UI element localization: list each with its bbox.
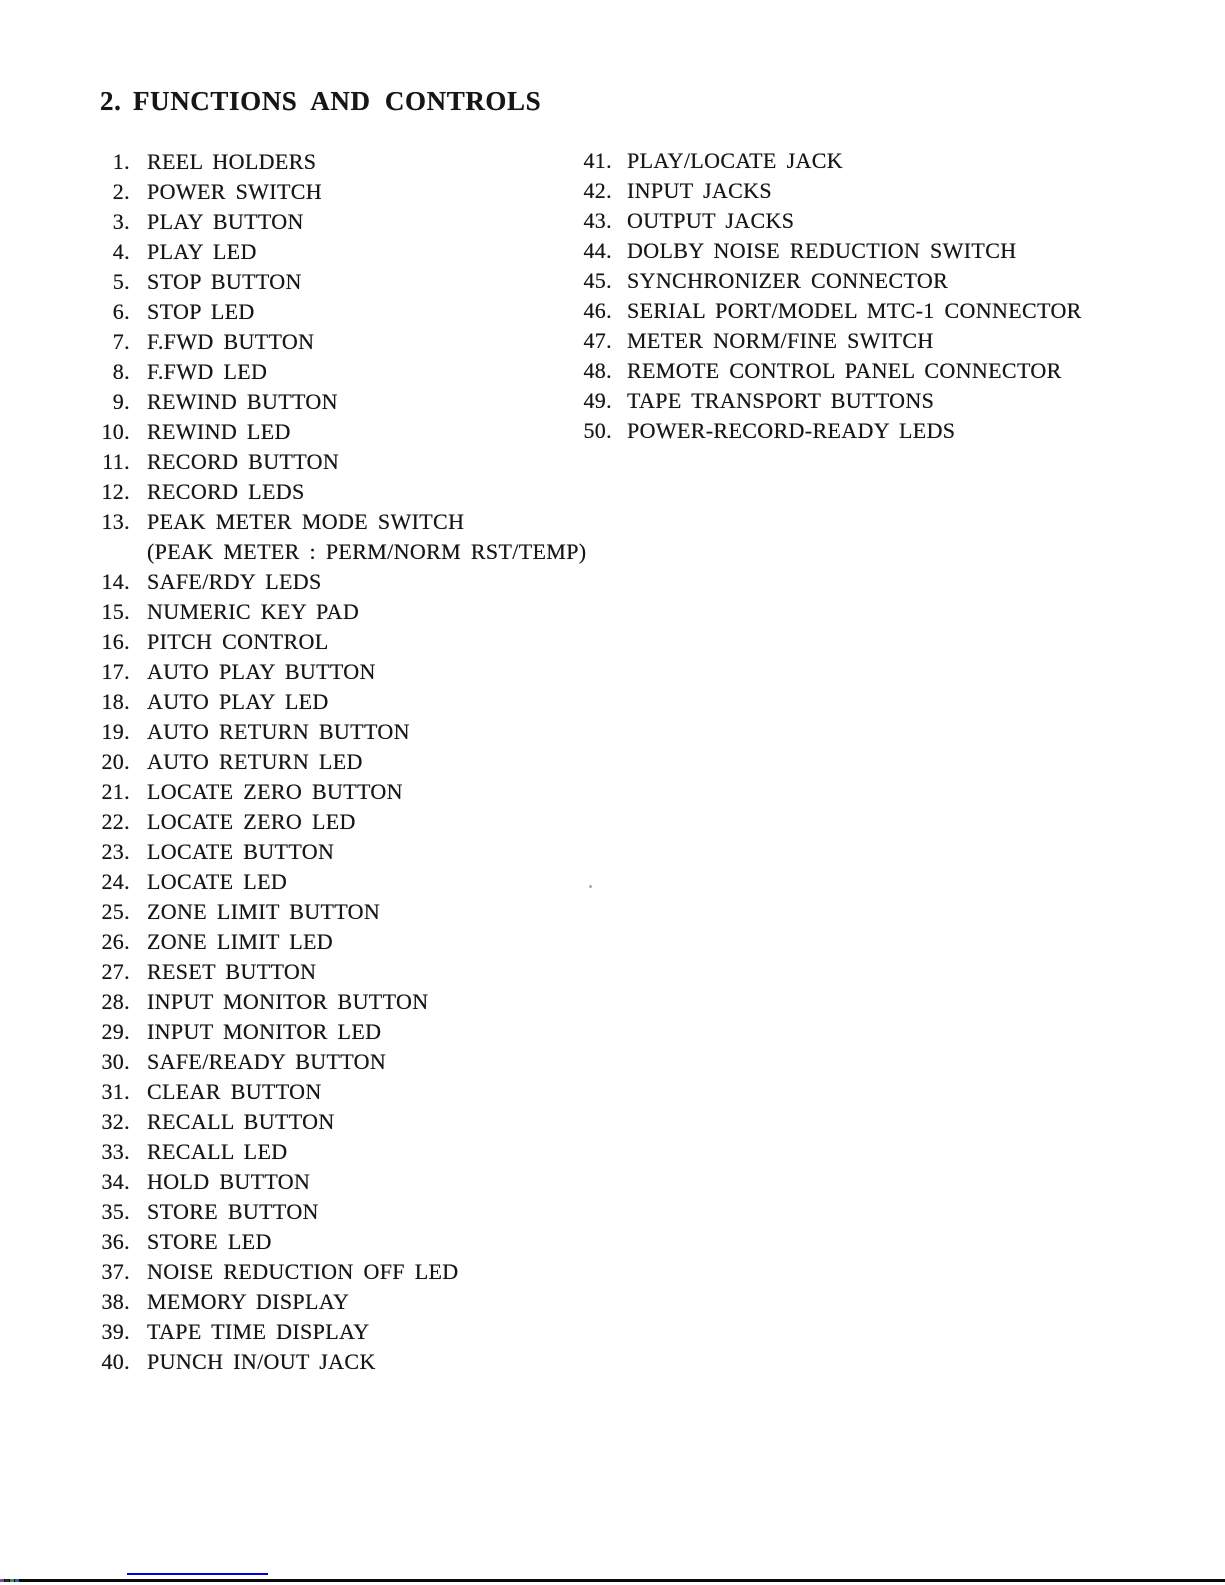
item-label: REMOTE CONTROL PANEL CONNECTOR	[627, 358, 1062, 383]
list-item	[552, 386, 1082, 416]
item-label: REWIND BUTTON	[147, 389, 338, 414]
item-label: STORE BUTTON	[147, 1199, 319, 1224]
section-title: FUNCTIONS AND CONTROLS	[133, 86, 542, 116]
item-label: STORE LED	[147, 1229, 272, 1254]
list-item	[80, 417, 586, 447]
list-item	[80, 177, 586, 207]
item-label: LOCATE LED	[147, 869, 288, 894]
list-item	[80, 1347, 586, 1377]
item-label: RECORD LEDS	[147, 479, 305, 504]
list-item	[80, 807, 586, 837]
list-item	[552, 416, 1082, 446]
item-number: 38.	[101, 1289, 130, 1314]
item-label: F.FWD BUTTON	[147, 329, 315, 354]
item-number: 35.	[101, 1199, 130, 1224]
list-item	[80, 1197, 586, 1227]
list-item	[80, 1287, 586, 1317]
list-item	[80, 747, 586, 777]
list-item	[80, 567, 586, 597]
item-label: PLAY LED	[147, 239, 257, 264]
list-item	[552, 326, 1082, 356]
item-number: 15.	[101, 599, 130, 624]
item-number: 45.	[583, 268, 612, 293]
item-label: RECORD BUTTON	[147, 449, 340, 474]
item-number: 30.	[101, 1049, 130, 1074]
item-number: 31.	[101, 1079, 130, 1104]
item-label: F.FWD LED	[147, 359, 268, 384]
list-item	[80, 297, 586, 327]
scan-artifact-speck	[15, 1579, 19, 1582]
item-number: 50.	[583, 418, 612, 443]
item-label: LOCATE ZERO LED	[147, 809, 356, 834]
list-item	[80, 1167, 586, 1197]
item-label: RECALL LED	[147, 1139, 288, 1164]
item-number: 16.	[101, 629, 130, 654]
scan-artifact-speck	[10, 1579, 14, 1582]
item-number: 19.	[101, 719, 130, 744]
item-number: 46.	[583, 298, 612, 323]
item-label: MEMORY DISPLAY	[147, 1289, 350, 1314]
footer-link-underline[interactable]	[127, 1573, 268, 1575]
item-label: SERIAL PORT/MODEL MTC-1 CONNECTOR	[627, 298, 1082, 323]
item-label: INPUT JACKS	[627, 178, 772, 203]
item-number: 6.	[112, 299, 130, 324]
item-label: PLAY BUTTON	[147, 209, 304, 234]
list-item	[80, 357, 586, 387]
item-label: TAPE TIME DISPLAY	[147, 1319, 370, 1344]
list-item	[552, 356, 1082, 386]
item-label: STOP BUTTON	[147, 269, 302, 294]
item-label: SAFE/READY BUTTON	[147, 1049, 387, 1074]
list-item	[80, 777, 586, 807]
item-number: 33.	[101, 1139, 130, 1164]
list-item	[80, 717, 586, 747]
item-label: REWIND LED	[147, 419, 291, 444]
item-number: 1.	[112, 149, 130, 174]
item-label: CLEAR BUTTON	[147, 1079, 322, 1104]
item-number: 49.	[583, 388, 612, 413]
item-label: OUTPUT JACKS	[627, 208, 795, 233]
item-label: POWER-RECORD-READY LEDS	[627, 418, 956, 443]
list-item-continuation	[80, 537, 586, 567]
item-number: 20.	[101, 749, 130, 774]
item-number: 36.	[101, 1229, 130, 1254]
item-number: 41.	[583, 148, 612, 173]
list-item	[552, 176, 1082, 206]
item-label: AUTO PLAY LED	[147, 689, 329, 714]
item-number: 37.	[101, 1259, 130, 1284]
item-number: 21.	[101, 779, 130, 804]
list-item	[80, 267, 586, 297]
item-label: DOLBY NOISE REDUCTION SWITCH	[627, 238, 1017, 263]
list-item	[80, 837, 586, 867]
item-label: RECALL BUTTON	[147, 1109, 335, 1134]
item-number: 22.	[101, 809, 130, 834]
item-label: POWER SWITCH	[147, 179, 323, 204]
item-label: RESET BUTTON	[147, 959, 317, 984]
list-item	[80, 477, 586, 507]
list-item	[80, 687, 586, 717]
item-sublabel: (PEAK METER : PERM/NORM RST/TEMP)	[147, 539, 587, 564]
list-item	[80, 597, 586, 627]
scan-artifact-speck	[0, 1579, 4, 1582]
item-number: 2.	[112, 179, 130, 204]
controls-list-left	[80, 147, 586, 1377]
list-item	[80, 507, 586, 537]
item-number: 10.	[101, 419, 130, 444]
item-label: PEAK METER MODE SWITCH	[147, 509, 465, 534]
list-item	[80, 927, 586, 957]
item-label: LOCATE ZERO BUTTON	[147, 779, 403, 804]
scan-artifact-speck	[5, 1579, 9, 1582]
item-number: 44.	[583, 238, 612, 263]
list-item	[552, 146, 1082, 176]
item-label: TAPE TRANSPORT BUTTONS	[627, 388, 935, 413]
item-number: 47.	[583, 328, 612, 353]
list-item	[80, 1107, 586, 1137]
item-number: 24.	[101, 869, 130, 894]
item-number: 3.	[112, 209, 130, 234]
page-bottom-scan-bar	[0, 1579, 1225, 1582]
item-number: 9.	[112, 389, 130, 414]
list-item	[552, 206, 1082, 236]
item-number: 34.	[101, 1169, 130, 1194]
item-label: INPUT MONITOR BUTTON	[147, 989, 429, 1014]
list-item	[80, 327, 586, 357]
list-item	[80, 1317, 586, 1347]
list-item	[80, 237, 586, 267]
section-number: 2.	[100, 86, 122, 116]
item-label: AUTO RETURN BUTTON	[147, 719, 410, 744]
list-item	[80, 1017, 586, 1047]
item-number: 26.	[101, 929, 130, 954]
list-item	[80, 1047, 586, 1077]
list-item	[80, 957, 586, 987]
item-number: 48.	[583, 358, 612, 383]
list-item	[552, 296, 1082, 326]
item-number: 5.	[112, 269, 130, 294]
item-number: 40.	[101, 1349, 130, 1374]
item-label: NOISE REDUCTION OFF LED	[147, 1259, 459, 1284]
item-label: AUTO PLAY BUTTON	[147, 659, 376, 684]
item-label: SYNCHRONIZER CONNECTOR	[627, 268, 949, 293]
item-label: HOLD BUTTON	[147, 1169, 311, 1194]
item-number: 12.	[101, 479, 130, 504]
item-label: LOCATE BUTTON	[147, 839, 335, 864]
item-number: 39.	[101, 1319, 130, 1344]
item-number: 27.	[101, 959, 130, 984]
list-item	[80, 867, 586, 897]
list-item	[552, 236, 1082, 266]
item-number: 42.	[583, 178, 612, 203]
item-number: 4.	[112, 239, 130, 264]
item-label: PITCH CONTROL	[147, 629, 329, 654]
list-item	[80, 447, 586, 477]
list-item	[80, 387, 586, 417]
list-item	[80, 207, 586, 237]
item-label: ZONE LIMIT BUTTON	[147, 899, 381, 924]
item-label: STOP LED	[147, 299, 255, 324]
item-number: 18.	[101, 689, 130, 714]
item-number: 7.	[112, 329, 130, 354]
item-number: 13.	[101, 509, 130, 534]
list-item	[80, 657, 586, 687]
item-label: REEL HOLDERS	[147, 149, 317, 174]
list-item	[80, 897, 586, 927]
section-heading	[100, 86, 541, 117]
list-item	[80, 1227, 586, 1257]
item-number: 32.	[101, 1109, 130, 1134]
list-item	[80, 1137, 586, 1167]
item-number: 28.	[101, 989, 130, 1014]
list-item	[80, 147, 586, 177]
item-label: METER NORM/FINE SWITCH	[627, 328, 934, 353]
item-number: 23.	[101, 839, 130, 864]
list-item	[80, 987, 586, 1017]
item-number: 14.	[101, 569, 130, 594]
item-number: 43.	[583, 208, 612, 233]
list-item	[552, 266, 1082, 296]
item-label: AUTO RETURN LED	[147, 749, 363, 774]
list-item	[80, 627, 586, 657]
item-label: PLAY/LOCATE JACK	[627, 148, 843, 173]
item-label: ZONE LIMIT LED	[147, 929, 334, 954]
item-number: 8.	[112, 359, 130, 384]
list-item	[80, 1257, 586, 1287]
item-label: INPUT MONITOR LED	[147, 1019, 382, 1044]
controls-list-right	[552, 146, 1082, 446]
item-number: 25.	[101, 899, 130, 924]
item-label: NUMERIC KEY PAD	[147, 599, 360, 624]
item-number: 17.	[101, 659, 130, 684]
list-item	[80, 1077, 586, 1107]
item-number: 29.	[101, 1019, 130, 1044]
scan-speck	[589, 885, 592, 888]
item-label: SAFE/RDY LEDS	[147, 569, 322, 594]
item-number: 11.	[102, 449, 130, 474]
item-label: PUNCH IN/OUT JACK	[147, 1349, 376, 1374]
